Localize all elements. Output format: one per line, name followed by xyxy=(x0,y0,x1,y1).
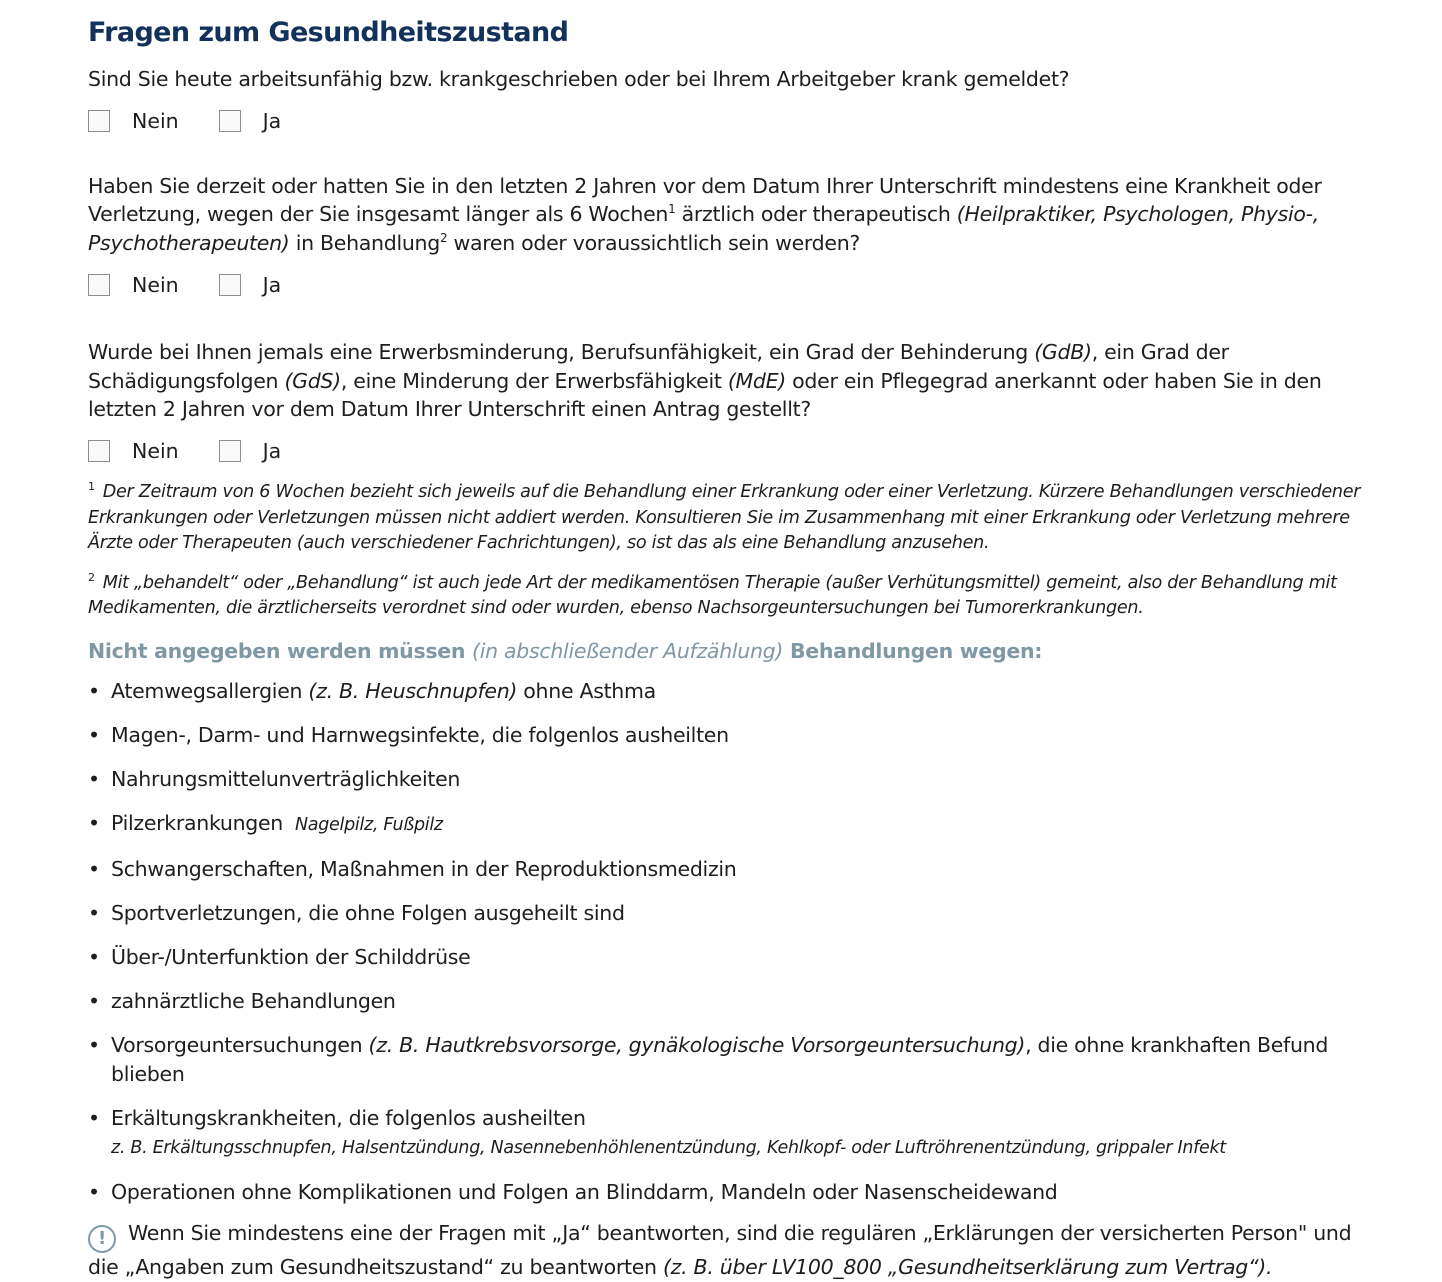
question-text-segment: , ein Grad der Schädigungsfolgen xyxy=(88,339,1229,393)
question-1-options xyxy=(88,102,1378,140)
item-text: Schwangerschaften, Maßnahmen in der Reproduktionsmedizin xyxy=(111,856,737,881)
question-text-segment: Wurde bei Ihnen jemals eine Erwerbsminderung, Berufsunfähigkeit, ein Grad der Behinderung xyxy=(88,339,1035,364)
list-item xyxy=(88,721,1378,750)
item-small-italic: z. B. Erkältungsschnupfen, Halsentzündung, Nasennebenhöhlenentzündung, Kehlkopf- oder Luftröhrenentzündung, grippaler Infekt xyxy=(111,1138,1226,1159)
question-2-option-no[interactable] xyxy=(88,273,179,297)
question-2-option-yes[interactable] xyxy=(219,273,282,297)
exclamation-icon: ! xyxy=(88,1225,116,1253)
list-item xyxy=(88,855,1378,884)
item-text: Pilzerkrankungen xyxy=(111,810,284,835)
item-text: Operationen ohne Komplikationen und Folgen an Blinddarm, Mandeln oder Nasenscheidewand xyxy=(111,1180,1058,1205)
bullet: • xyxy=(88,900,100,925)
note-text: Wenn Sie mindestens eine der Fragen mit „Ja“ beantworten, sind die regulären „Erklärungen der versicherten Person" und die „Angaben zum Gesundheitszustand“ zu beantworten xyxy=(88,1221,1352,1279)
bullet: • xyxy=(88,1032,100,1057)
item-text: ohne Asthma xyxy=(517,678,656,703)
question-1-text: Sind Sie heute arbeitsunfähig bzw. krankgeschrieben oder bei Ihrem Arbeitgeber krank gemeldet? xyxy=(88,67,1070,91)
list-item xyxy=(88,899,1378,928)
question-2-options xyxy=(88,266,1378,304)
list-item xyxy=(88,765,1378,794)
item-text: Atemwegsallergien xyxy=(111,678,309,703)
footnote-1 xyxy=(88,474,1378,557)
list-item xyxy=(88,809,1378,840)
list-item xyxy=(88,943,1378,972)
bullet: • xyxy=(88,856,100,881)
question-text-segment: in Behandlung xyxy=(289,231,440,256)
footnote-text: Der Zeitraum von 6 Wochen bezieht sich jeweils auf die Behandlung einer Erkrankung oder einer Verletzung. Kürzere Behandlungen verschiedener Erkrankungen oder Verletzungen müssen nicht addiert werden. Konsultieren Sie im Zusammenhang mit einer Erkrankung oder Verletzung mehrere Ärzte oder Therapeuten (auch verschiedener Fachrichtungen), so ist das als eine Behandlung anzusehen. xyxy=(88,481,1361,554)
question-3-option-yes[interactable] xyxy=(219,439,282,463)
question-3-option-no[interactable] xyxy=(88,439,179,463)
checkbox-yes[interactable] xyxy=(219,110,241,132)
footnote-ref: 1 xyxy=(668,202,676,217)
bullet: • xyxy=(88,766,100,791)
option-label: Nein xyxy=(132,272,179,297)
question-text-segment: oder ein Pflegegrad anerkannt oder haben Sie in den letzten 2 Jahren vor dem Datum Ihrer Unterschrift einen Antrag gestellt? xyxy=(88,368,1322,422)
question-1-option-yes[interactable] xyxy=(219,109,282,133)
list-item xyxy=(88,1031,1378,1088)
item-text: Erkältungskrankheiten, die folgenlos ausheilten xyxy=(111,1105,586,1130)
option-label: Nein xyxy=(132,438,179,463)
question-2-text xyxy=(88,172,1378,258)
list-item xyxy=(88,1178,1378,1207)
question-text-segment: waren oder voraussichtlich sein werden? xyxy=(447,231,860,256)
question-text-segment: Haben Sie derzeit oder hatten Sie in den letzten 2 Jahren vor dem Datum Ihrer Unterschrift mindestens eine Krankheit oder Verletzung, wegen der Sie insgesamt länger als 6 Wochen xyxy=(88,173,1322,227)
item-text: zahnärztliche Behandlungen xyxy=(111,988,396,1013)
question-text-segment: ärztlich oder therapeutisch xyxy=(675,202,957,227)
checkbox-no[interactable] xyxy=(88,440,110,462)
question-text-italic: (MdE) xyxy=(727,368,786,393)
bullet: • xyxy=(88,678,100,703)
option-label: Ja xyxy=(262,108,282,133)
bullet: • xyxy=(88,944,100,969)
checkbox-no[interactable] xyxy=(88,274,110,296)
heading-italic: (in abschließender Aufzählung) xyxy=(472,638,784,663)
footnote-2 xyxy=(88,565,1378,622)
checkbox-yes[interactable] xyxy=(219,274,241,296)
question-text-italic: (Heilpraktiker, Psychologen, Physio-, Psychotherapeuten) xyxy=(88,202,1319,256)
question-3-options xyxy=(88,432,1378,470)
bullet: • xyxy=(88,1105,100,1130)
note-italic: (z. B. über LV100_800 „Gesundheitserklärung zum Vertrag“). xyxy=(662,1255,1273,1279)
item-text: Nahrungsmittelunverträglichkeiten xyxy=(111,766,461,791)
question-1-option-no[interactable] xyxy=(88,109,179,133)
list-item xyxy=(88,1104,1378,1163)
item-small-italic: Nagelpilz, Fußpilz xyxy=(295,814,443,835)
item-text: Vorsorgeuntersuchungen xyxy=(111,1032,369,1057)
exclusions-list xyxy=(88,677,1378,1207)
bullet: • xyxy=(88,988,100,1013)
bullet: • xyxy=(88,1180,100,1205)
exclusions-heading xyxy=(88,639,1378,663)
page-title: Fragen zum Gesundheitszustand xyxy=(88,17,569,48)
bullet: • xyxy=(88,810,100,835)
item-italic: (z. B. Heuschnupfen) xyxy=(308,678,518,703)
option-label: Ja xyxy=(262,438,282,463)
question-text-italic: (GdS) xyxy=(284,368,341,393)
list-item xyxy=(88,987,1378,1016)
item-text: Magen-, Darm- und Harnwegsinfekte, die folgenlos ausheilten xyxy=(111,722,729,747)
heading-segment: Behandlungen wegen: xyxy=(789,638,1043,663)
footnote-ref: 2 xyxy=(439,231,448,246)
question-text-italic: (GdB) xyxy=(1034,339,1092,364)
item-text: Über-/Unterfunktion der Schilddrüse xyxy=(111,944,471,969)
item-text: Sportverletzungen, die ohne Folgen ausgeheilt sind xyxy=(111,900,625,925)
item-text: , die ohne krankhaften Befund blieben xyxy=(111,1032,1329,1086)
checkbox-no[interactable] xyxy=(88,110,110,132)
health-questions-form xyxy=(88,14,1378,1282)
bullet: • xyxy=(88,722,100,747)
footnote-text: Mit „behandelt“ oder „Behandlung“ ist auch jede Art der medikamentösen Therapie (außer Verhütungsmittel) gemeint, also der Behandlung mit Medikamenten, die ärztlicherseits verordnet sind oder wurden, ebenso Nachsorgeuntersuchungen bei Tumorerkrankungen. xyxy=(88,572,1337,619)
question-text-segment: , eine Minderung der Erwerbsfähigkeit xyxy=(340,368,728,393)
list-item xyxy=(88,677,1378,706)
info-note xyxy=(88,1219,1378,1282)
heading-segment: Nicht angegeben werden müssen xyxy=(88,638,466,663)
option-label: Ja xyxy=(262,272,282,297)
item-italic: (z. B. Hautkrebsvorsorge, gynäkologische Vorsorgeuntersuchung) xyxy=(368,1032,1026,1057)
option-label: Nein xyxy=(132,108,179,133)
footnotes xyxy=(88,474,1378,622)
footnote-number: 1 xyxy=(88,479,95,493)
footnote-number: 2 xyxy=(88,570,95,584)
checkbox-yes[interactable] xyxy=(219,440,241,462)
question-3-text xyxy=(88,338,1378,424)
